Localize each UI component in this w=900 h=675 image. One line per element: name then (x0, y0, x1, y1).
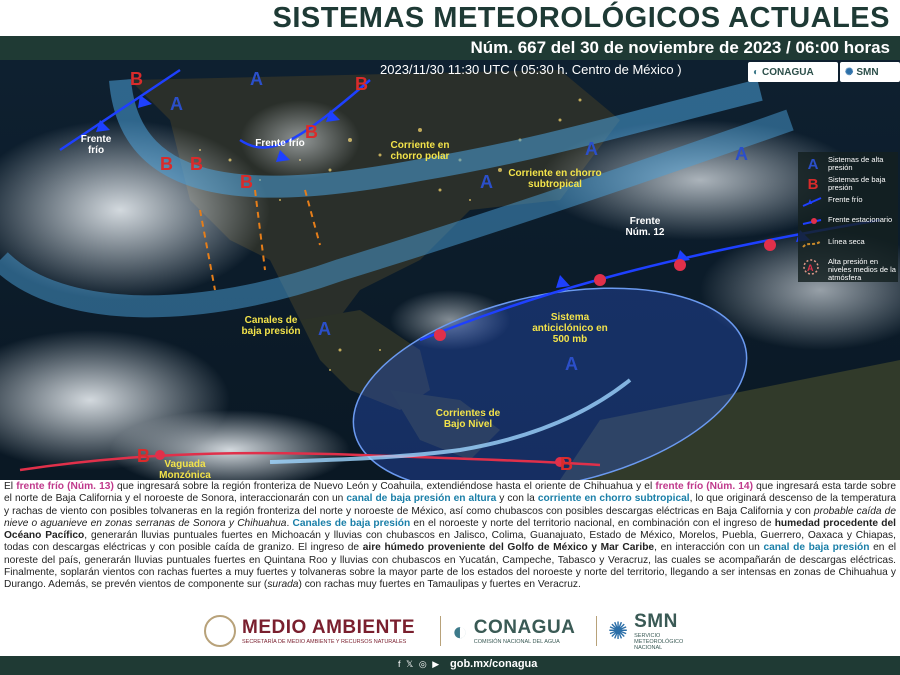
svg-text:B: B (560, 454, 573, 474)
page-title: SISTEMAS METEOROLÓGICOS ACTUALES (272, 2, 890, 34)
facebook-icon[interactable]: f (398, 659, 401, 669)
footer-divider-1 (440, 616, 441, 646)
social-icons[interactable] (398, 659, 439, 670)
svg-text:A: A (170, 94, 183, 114)
legend-item-dry-line: Línea seca (798, 236, 898, 258)
conagua-logo-footer: ◐ CONAGUA COMISIÓN NACIONAL DEL AGUA (452, 615, 576, 646)
instagram-icon[interactable]: ◎ (418, 659, 427, 669)
label-anticiclonico: Sistema anticiclónico en 500 mb (532, 312, 608, 345)
mexico-seal-icon (204, 615, 236, 647)
smn-gear-icon: ✺ (845, 66, 854, 78)
svg-text:A: A (565, 354, 578, 374)
svg-text:A: A (807, 263, 814, 273)
satellite-timestamp: 2023/11/30 11:30 UTC ( 05:30 h. Centro de México ) (380, 62, 682, 77)
bulletin-text: El frente frío (Núm. 13) que ingresará sobre la región fronteriza de Nuevo León y Coahuila, extendiéndose hasta el oriente de Chihuahua y el frente frío (Núm. 14) que ingresará esta tarde sobre el norte de Baja California y el noroeste de Sonora, interaccionarán con un canal de baja presión en altura y con la corriente en chorro subtropical, lo que originará descenso de la temperatura y rachas de viento con posibles tolvaneras en la región fronteriza del norte y noroeste de México, así como chubascos con posibles descargas eléctricas en Baja California y con probable caída de nieve o aguanieve en zonas serranas de Sonora y Chihuahua. Canales de baja presión en el noroeste y norte del territorio nacional, en combinación con el ingreso de humedad procedente del Océano Pacífico, generarán lluvias puntuales fuertes en Michoacán y lluvias con chubascos en Jalisco, Colima, Guanajuato, Estado de México, Morelos, Puebla, Guerrero, Oaxaca y Chiapas, todas con descargas eléctricas y con posible caída de granizo. El ingreso de aire húmedo proveniente del Golfo de México y Mar Caribe, en interacción con un canal de baja presión en el noreste del país, generarán lluvias puntuales fuertes en Quintana Roo y lluvias con chubascos en Yucatán, Campeche, Tabasco y Veracruz, las cuales se acompañarán de descargas eléctricas. Finalmente, soplarán vientos con rachas fuertes a muy fuertes y tolvaneras sobre la mayor parte de los estados del noroeste y norte del territorio, llegando a ser intensas en zonas de Chihuahua y Durango. Además, se prevén vientos de componente sur (surada) con rachas muy fuertes en Tamaulipas y fuertes en Veracruz. (4, 481, 896, 591)
legend-item-low: B Sistemas de baja presión (798, 174, 898, 196)
conagua-swirl-icon: ◐ (753, 66, 760, 78)
smn-logo-top: ✺ SMN (840, 62, 900, 82)
svg-text:B: B (355, 74, 368, 94)
bulletin-subtitle: Núm. 667 del 30 de noviembre de 2023 / 06:00 horas (470, 38, 890, 57)
svg-text:B: B (305, 122, 318, 142)
svg-text:B: B (240, 172, 253, 192)
label-vaguada: Vaguada Monzónica (159, 459, 211, 480)
label-frente-frio-west: Frente frío (80, 134, 112, 156)
svg-text:A: A (480, 172, 493, 192)
label-frente-frio-north: Frente frío (255, 138, 305, 149)
smn-gear-icon: ✺ (608, 617, 629, 645)
conagua-swirl-icon: ◐ (452, 615, 468, 646)
low-pressure-icon: B (807, 176, 819, 193)
svg-text:B: B (190, 154, 203, 174)
svg-text:B: B (130, 69, 143, 89)
svg-text:A: A (585, 139, 598, 159)
footer-url-link[interactable]: gob.mx/conagua (450, 658, 538, 670)
label-corriente-polar: Corriente en chorro polar (390, 140, 450, 162)
label-corriente-subtropical: Corriente en chorro subtropical (508, 168, 602, 190)
conagua-logo-top: ◐ CONAGUA (748, 62, 838, 82)
medio-ambiente-logo: MEDIO AMBIENTE SECRETARÍA DE MEDIO AMBIENTE Y RECURSOS NATURALES (204, 606, 415, 656)
youtube-icon[interactable]: ▶ (432, 659, 440, 669)
label-frente-12: Frente Núm. 12 (625, 216, 665, 238)
legend-item-stationary-front: Frente estacionario (798, 214, 898, 236)
svg-text:A: A (250, 69, 263, 89)
legend-item-high-mid: A Alta presión en niveles medios de la atmósfera (798, 256, 898, 278)
smn-logo-footer: ✺ SMN SERVICIO METEOROLÓGICO NACIONAL (608, 611, 684, 651)
high-pressure-icon: A (807, 156, 819, 173)
label-canales: Canales de baja presión (241, 315, 301, 337)
svg-text:B: B (160, 154, 173, 174)
svg-text:A: A (318, 319, 331, 339)
satellite-map (0, 60, 900, 480)
map-legend (798, 152, 898, 282)
legend-item-cold-front: Frente frío (798, 194, 898, 216)
svg-text:A: A (735, 144, 748, 164)
footer-divider-2 (596, 616, 597, 646)
legend-item-high: A Sistemas de alta presión (798, 154, 898, 176)
twitter-icon[interactable]: 𝕏 (406, 659, 414, 669)
label-corrientes-bajo: Corrientes de Bajo Nivel (435, 408, 501, 430)
footer-logos (0, 606, 900, 656)
svg-text:B: B (137, 446, 150, 466)
